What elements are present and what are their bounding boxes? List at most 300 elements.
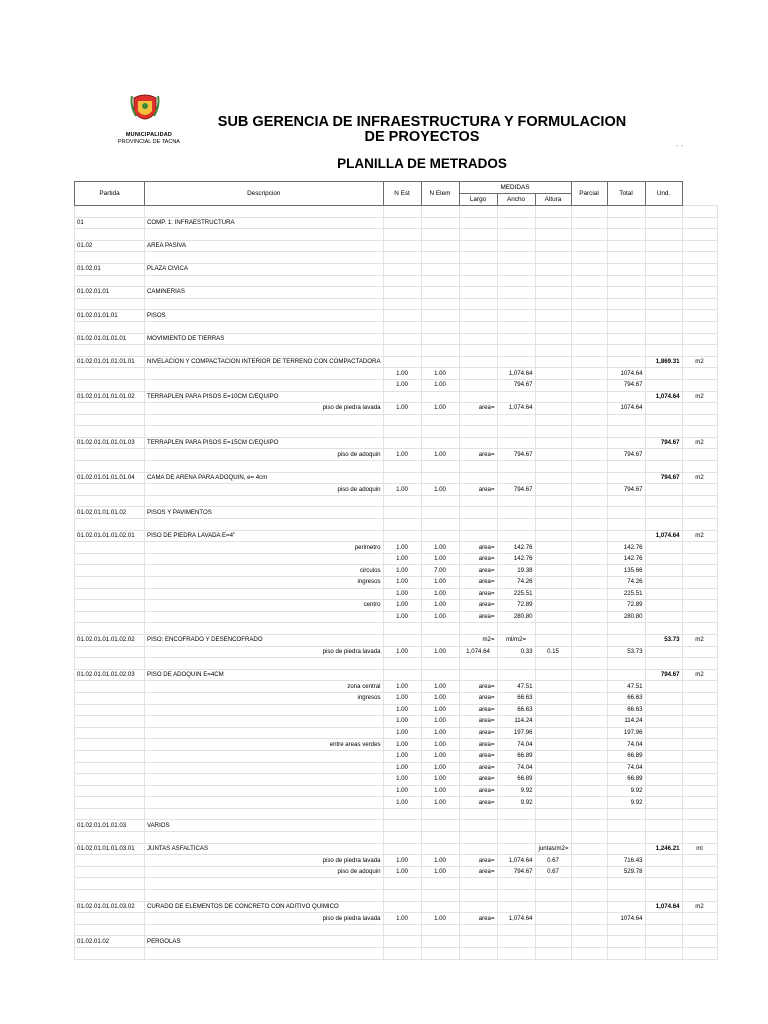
cell-altura [535, 519, 571, 531]
cell-altura [535, 542, 571, 554]
cell-und [682, 890, 717, 902]
cell-parcial: 1074.64 [607, 368, 645, 380]
cell-und [682, 658, 717, 670]
cell-ancho [497, 345, 535, 357]
cell-total [645, 252, 682, 264]
cell-und [682, 414, 717, 426]
cell-largo: area= [459, 542, 497, 554]
cell-ancho [497, 391, 535, 403]
cell-parcial: 225.51 [607, 588, 645, 600]
cell-n-est: 1.00 [383, 379, 421, 391]
cell-n-est [383, 808, 421, 820]
cell-n-elem: 1.00 [421, 646, 459, 658]
cell-largo [459, 495, 497, 507]
cell-und: ml [682, 843, 717, 855]
cell-total [645, 263, 682, 275]
cell-parcial: 66.89 [607, 750, 645, 762]
cell-ancho [497, 495, 535, 507]
cell-n-elem [421, 901, 459, 913]
cell-partida [75, 913, 145, 925]
cell-partida [75, 426, 145, 438]
cell-altura [535, 936, 571, 948]
document-subtitle: PLANILLA DE METRADOS [337, 156, 507, 171]
cell-altura [535, 808, 571, 820]
cell-ancho: 1,074.64 [497, 368, 535, 380]
cell-descripcion [145, 750, 384, 762]
cell-n-est: 1.00 [383, 484, 421, 496]
cell-altura2 [571, 577, 607, 589]
cell-ancho: 74.04 [497, 739, 535, 751]
cell-n-elem [421, 437, 459, 449]
cell-largo [459, 808, 497, 820]
cell-n-elem: 1.00 [421, 577, 459, 589]
cell-n-elem [421, 936, 459, 948]
cell-n-elem [421, 669, 459, 681]
cell-parcial [607, 901, 645, 913]
cell-n-est [383, 345, 421, 357]
cell-largo [459, 472, 497, 484]
cell-largo [459, 298, 497, 310]
cell-largo: area= [459, 403, 497, 415]
cell-altura [535, 414, 571, 426]
cell-n-est: 1.00 [383, 692, 421, 704]
cell-ancho [497, 924, 535, 936]
cell-altura [535, 658, 571, 670]
cell-partida [75, 762, 145, 774]
cell-altura [535, 426, 571, 438]
cell-largo [459, 414, 497, 426]
table-row [75, 240, 718, 252]
cell-n-elem [421, 519, 459, 531]
cell-und [682, 345, 717, 357]
cell-descripcion: CAMA DE ARENA PARA ADOQUIN, e= 4cm [145, 472, 384, 484]
cell-n-est [383, 391, 421, 403]
cell-altura [535, 484, 571, 496]
cell-altura2 [571, 611, 607, 623]
municipal-logo [106, 90, 192, 152]
cell-parcial [607, 263, 645, 275]
cell-n-est [383, 321, 421, 333]
cell-n-elem [421, 426, 459, 438]
cell-n-elem: 1.00 [421, 553, 459, 565]
cell-ancho: 66.89 [497, 774, 535, 786]
cell-descripcion: PISO DE PIEDRA LAVADA E=4" [145, 530, 384, 542]
table-row [75, 600, 718, 612]
cell-ancho [497, 229, 535, 241]
cell-altura2 [571, 623, 607, 635]
cell-altura2 [571, 461, 607, 473]
cell-altura2 [571, 565, 607, 577]
cell-altura2 [571, 368, 607, 380]
table-row [75, 368, 718, 380]
cell-und [682, 252, 717, 264]
cell-parcial [607, 310, 645, 322]
cell-descripcion: piso de adoquin [145, 866, 384, 878]
cell-n-elem [421, 310, 459, 322]
cell-ancho [497, 356, 535, 368]
cell-n-est: 1.00 [383, 866, 421, 878]
cell-largo: area= [459, 553, 497, 565]
cell-parcial [607, 495, 645, 507]
cell-largo [459, 391, 497, 403]
cell-partida [75, 565, 145, 577]
cell-und [682, 298, 717, 310]
cell-ancho [497, 519, 535, 531]
cell-altura2 [571, 948, 607, 960]
cell-total [645, 229, 682, 241]
cell-partida [75, 855, 145, 867]
cell-largo [459, 669, 497, 681]
cell-parcial: 66.63 [607, 704, 645, 716]
cell-altura [535, 553, 571, 565]
cell-total [645, 379, 682, 391]
cell-largo: area= [459, 588, 497, 600]
cell-und [682, 449, 717, 461]
cell-altura [535, 345, 571, 357]
cell-largo [459, 461, 497, 473]
cell-descripcion: ingresos [145, 692, 384, 704]
cell-altura [535, 890, 571, 902]
cell-parcial [607, 820, 645, 832]
cell-partida [75, 646, 145, 658]
cell-ancho [497, 252, 535, 264]
cell-descripcion [145, 716, 384, 728]
cell-altura [535, 263, 571, 275]
cell-und [682, 646, 717, 658]
cell-altura2 [571, 240, 607, 252]
table-row [75, 565, 718, 577]
cell-n-elem [421, 275, 459, 287]
cell-partida [75, 588, 145, 600]
cell-partida [75, 774, 145, 786]
cell-total [645, 240, 682, 252]
cell-altura2 [571, 391, 607, 403]
cell-n-elem [421, 623, 459, 635]
cell-parcial [607, 948, 645, 960]
cell-partida: 01.02.01.01.01 [75, 310, 145, 322]
table-row [75, 658, 718, 670]
cell-n-elem [421, 229, 459, 241]
cell-n-est [383, 333, 421, 345]
cell-ancho: 280.80 [497, 611, 535, 623]
cell-n-elem [421, 356, 459, 368]
cell-parcial: 66.63 [607, 692, 645, 704]
cell-und [682, 426, 717, 438]
cell-total [645, 646, 682, 658]
cell-n-est: 1.00 [383, 681, 421, 693]
cell-parcial: 47.51 [607, 681, 645, 693]
cell-n-est: 1.00 [383, 739, 421, 751]
cell-largo: area= [459, 866, 497, 878]
cell-partida [75, 229, 145, 241]
cell-largo: area= [459, 565, 497, 577]
cell-partida [75, 403, 145, 415]
cell-descripcion: circulos [145, 565, 384, 577]
table-row [75, 310, 718, 322]
cell-und [682, 553, 717, 565]
cell-n-est [383, 669, 421, 681]
cell-ancho: 19.38 [497, 565, 535, 577]
cell-n-est [383, 936, 421, 948]
cell-altura2 [571, 229, 607, 241]
cell-parcial: 74.04 [607, 762, 645, 774]
cell-altura: 0.67 [535, 866, 571, 878]
cell-und [682, 287, 717, 299]
cell-partida [75, 577, 145, 589]
cell-und [682, 206, 717, 218]
cell-total [645, 878, 682, 890]
cell-partida [75, 542, 145, 554]
table-row [75, 832, 718, 844]
cell-largo [459, 878, 497, 890]
cell-largo [459, 832, 497, 844]
cell-altura2 [571, 263, 607, 275]
cell-parcial [607, 240, 645, 252]
cell-largo: area= [459, 577, 497, 589]
cell-und [682, 924, 717, 936]
cell-partida [75, 611, 145, 623]
cell-n-est: 1.00 [383, 611, 421, 623]
cell-n-elem: 7.00 [421, 565, 459, 577]
cell-altura [535, 785, 571, 797]
cell-descripcion [145, 298, 384, 310]
cell-altura2 [571, 333, 607, 345]
cell-n-elem [421, 321, 459, 333]
cell-partida [75, 739, 145, 751]
cell-und [682, 716, 717, 728]
cell-ancho [497, 948, 535, 960]
cell-parcial [607, 356, 645, 368]
cell-altura [535, 449, 571, 461]
cell-altura2 [571, 924, 607, 936]
cell-altura2 [571, 252, 607, 264]
cell-parcial: 114.24 [607, 716, 645, 728]
cell-descripcion [145, 321, 384, 333]
cell-total [645, 287, 682, 299]
cell-parcial [607, 461, 645, 473]
table-row [75, 252, 718, 264]
cell-altura2 [571, 855, 607, 867]
cell-altura2 [571, 901, 607, 913]
cell-altura2 [571, 669, 607, 681]
cell-total [645, 890, 682, 902]
cell-n-est [383, 414, 421, 426]
cell-descripcion: piso de piedra lavada [145, 855, 384, 867]
cell-altura2 [571, 692, 607, 704]
cell-partida [75, 623, 145, 635]
cell-parcial: 135.66 [607, 565, 645, 577]
cell-total [645, 484, 682, 496]
cell-largo: area= [459, 716, 497, 728]
cell-n-est [383, 495, 421, 507]
header-marks: - - [676, 141, 684, 150]
cell-parcial [607, 843, 645, 855]
table-row [75, 229, 718, 241]
cell-ancho: 225.51 [497, 588, 535, 600]
cell-altura2 [571, 913, 607, 925]
header-parcial: Parcial [571, 182, 607, 206]
cell-partida: 01.02.01.01.01.02.03 [75, 669, 145, 681]
cell-descripcion: PISOS [145, 310, 384, 322]
cell-parcial [607, 519, 645, 531]
table-row [75, 913, 718, 925]
cell-ancho [497, 530, 535, 542]
cell-parcial: 716.43 [607, 855, 645, 867]
cell-ancho: 74.04 [497, 762, 535, 774]
cell-n-elem: 1.00 [421, 913, 459, 925]
cell-ancho [497, 298, 535, 310]
table-row [75, 345, 718, 357]
cell-total [645, 217, 682, 229]
table-row [75, 391, 718, 403]
cell-total [645, 403, 682, 415]
cell-n-elem: 1.00 [421, 542, 459, 554]
cell-ancho: 66.63 [497, 704, 535, 716]
cell-altura2 [571, 774, 607, 786]
cell-altura: 0.67 [535, 855, 571, 867]
cell-altura [535, 287, 571, 299]
table-row [75, 287, 718, 299]
cell-partida [75, 298, 145, 310]
cell-und [682, 379, 717, 391]
cell-altura [535, 461, 571, 473]
table-row [75, 855, 718, 867]
cell-largo [459, 333, 497, 345]
cell-total [645, 924, 682, 936]
cell-total: 1,869.31 [645, 356, 682, 368]
cell-largo: m2= [459, 634, 497, 646]
cell-descripcion: piso de piedra lavada [145, 646, 384, 658]
cell-partida [75, 252, 145, 264]
table-row [75, 553, 718, 565]
cell-largo: area= [459, 774, 497, 786]
table-row [75, 716, 718, 728]
cell-altura [535, 832, 571, 844]
cell-und [682, 832, 717, 844]
cell-altura [535, 878, 571, 890]
cell-parcial [607, 832, 645, 844]
cell-partida: 01.02.01.01.01.02.02 [75, 634, 145, 646]
cell-und [682, 866, 717, 878]
cell-total [645, 739, 682, 751]
cell-ancho: 9.92 [497, 785, 535, 797]
cell-partida: 01.02.01 [75, 263, 145, 275]
cell-total [645, 310, 682, 322]
cell-altura [535, 623, 571, 635]
cell-altura2 [571, 866, 607, 878]
cell-altura2 [571, 356, 607, 368]
cell-n-est: 1.00 [383, 762, 421, 774]
cell-descripcion [145, 623, 384, 635]
cell-n-elem [421, 345, 459, 357]
cell-n-elem [421, 924, 459, 936]
cell-n-elem [421, 217, 459, 229]
cell-parcial [607, 206, 645, 218]
table-row [75, 704, 718, 716]
cell-partida [75, 692, 145, 704]
cell-descripcion: piso de adoquin [145, 449, 384, 461]
cell-parcial: 794.67 [607, 379, 645, 391]
cell-altura2 [571, 727, 607, 739]
header-ancho: Ancho [497, 194, 535, 206]
cell-ancho: 197.96 [497, 727, 535, 739]
cell-parcial: 74.26 [607, 577, 645, 589]
cell-altura2 [571, 507, 607, 519]
cell-altura2 [571, 345, 607, 357]
cell-n-est [383, 229, 421, 241]
cell-partida [75, 832, 145, 844]
cell-parcial [607, 658, 645, 670]
table-body [75, 206, 718, 960]
table-row [75, 774, 718, 786]
table-row [75, 472, 718, 484]
cell-total [645, 426, 682, 438]
cell-und [682, 704, 717, 716]
cell-ancho: 114.24 [497, 716, 535, 728]
cell-partida: 01.02.01.01.01.01 [75, 333, 145, 345]
cell-descripcion: TERRAPLEN PARA PISOS E=10CM C/EQUIPO [145, 391, 384, 403]
cell-ancho [497, 333, 535, 345]
cell-altura [535, 774, 571, 786]
cell-partida [75, 449, 145, 461]
cell-descripcion [145, 924, 384, 936]
cell-total [645, 206, 682, 218]
cell-n-elem [421, 287, 459, 299]
cell-altura2 [571, 739, 607, 751]
cell-partida [75, 368, 145, 380]
cell-partida [75, 414, 145, 426]
cell-largo [459, 206, 497, 218]
cell-altura [535, 298, 571, 310]
cell-total [645, 704, 682, 716]
cell-ancho: 66.89 [497, 750, 535, 762]
cell-largo [459, 519, 497, 531]
cell-altura2 [571, 287, 607, 299]
table-row [75, 356, 718, 368]
cell-altura [535, 565, 571, 577]
cell-n-elem [421, 530, 459, 542]
cell-partida [75, 704, 145, 716]
cell-n-est: 1.00 [383, 727, 421, 739]
cell-und [682, 855, 717, 867]
cell-n-elem [421, 263, 459, 275]
cell-partida [75, 866, 145, 878]
cell-largo: 1,074.64 [459, 646, 497, 658]
cell-parcial: 1074.64 [607, 403, 645, 415]
cell-n-elem [421, 495, 459, 507]
cell-altura2 [571, 414, 607, 426]
table-row [75, 681, 718, 693]
cell-parcial: 142.76 [607, 542, 645, 554]
cell-und [682, 913, 717, 925]
cell-largo [459, 275, 497, 287]
cell-und [682, 692, 717, 704]
cell-partida [75, 553, 145, 565]
cell-n-elem [421, 634, 459, 646]
cell-n-est [383, 623, 421, 635]
cell-n-est [383, 287, 421, 299]
table-row [75, 901, 718, 913]
cell-n-est [383, 832, 421, 844]
cell-n-elem [421, 832, 459, 844]
cell-und [682, 739, 717, 751]
cell-descripcion [145, 658, 384, 670]
table-row [75, 298, 718, 310]
cell-altura [535, 495, 571, 507]
cell-und [682, 507, 717, 519]
cell-n-est [383, 275, 421, 287]
cell-partida [75, 379, 145, 391]
